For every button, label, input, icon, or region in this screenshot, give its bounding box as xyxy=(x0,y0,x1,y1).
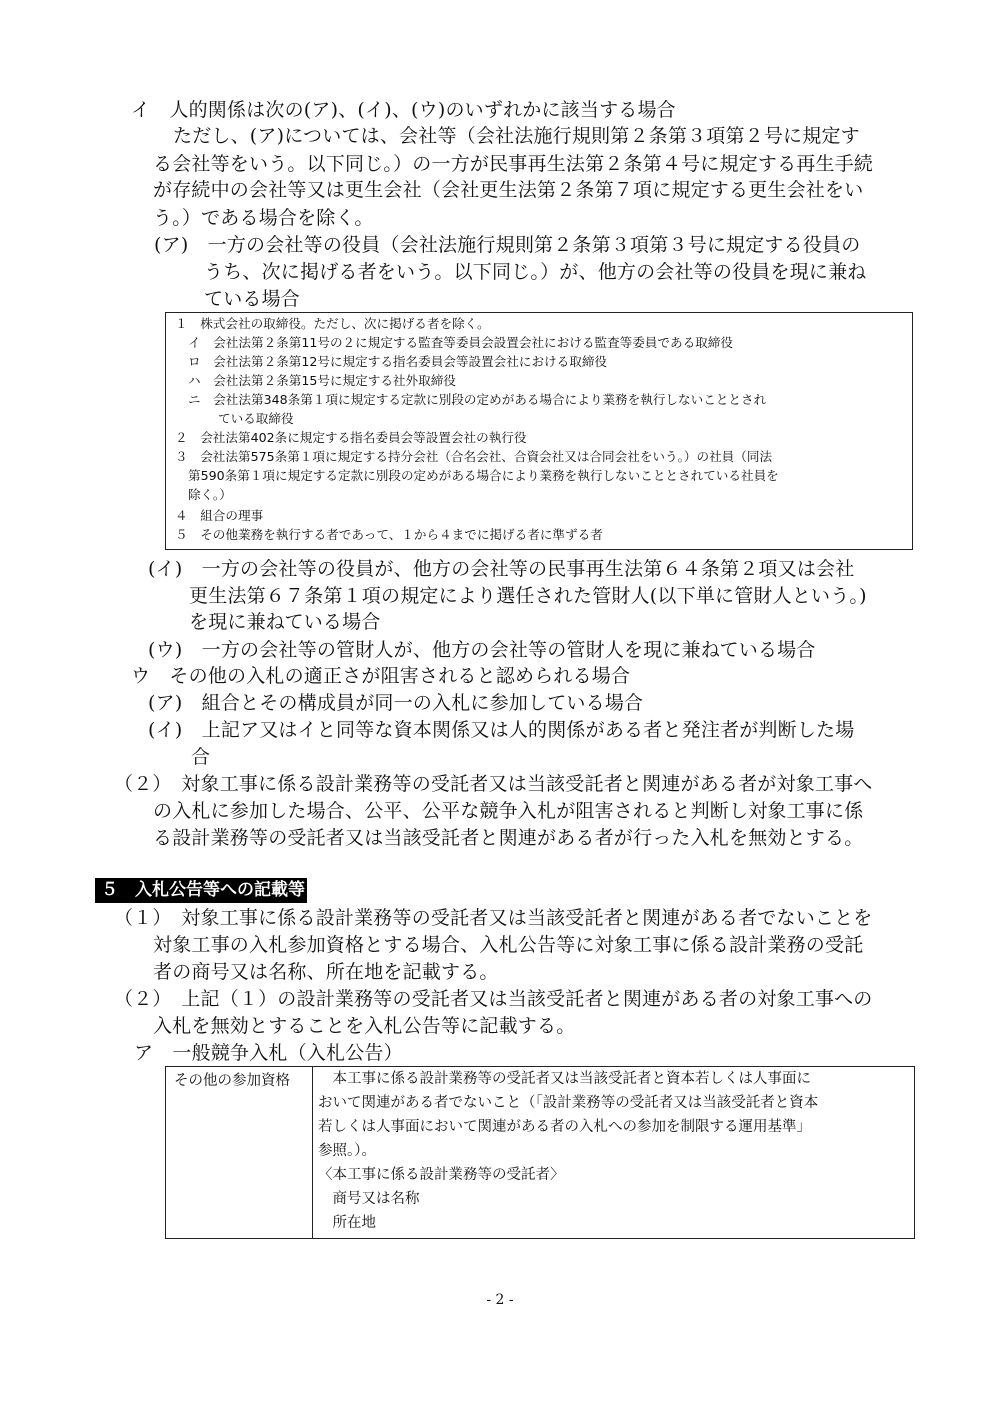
box-line: ている取締役 xyxy=(218,411,294,426)
paragraph-2-line-2: の入札に参加した場合、公平、公平な競争入札が阻害されると判断し対象工事に係 xyxy=(153,800,864,822)
table-content-line: 商号又は名称 xyxy=(318,1191,420,1207)
item-i-proviso-line-4: う。）である場合を除く。 xyxy=(153,207,374,229)
subitem-a-line-1: (ア) 一方の会社等の役員（会社法施行規則第２条第３項第３号に規定する役員の xyxy=(154,234,861,256)
table-content-cell xyxy=(313,1067,915,1239)
section-5-paragraph-1-line-2: 対象工事の入札参加資格とする場合、入札公告等に対象工事に係る設計業務の受託 xyxy=(153,934,864,956)
table-content-line: 所在地 xyxy=(318,1215,376,1231)
page-number: - 2 - xyxy=(486,1292,514,1308)
item-i-proviso-line-3: が存続中の会社等又は更生会社（会社更生法第２条第７項に規定する更生会社をい xyxy=(153,179,864,201)
table-label: その他の参加資格 xyxy=(174,1073,290,1089)
paragraph-2-line-1: （２） 対象工事に係る設計業務等の受託者又は当該受託者と関連がある者が対象工事へ xyxy=(114,773,873,795)
box-line: 除く。） xyxy=(188,487,232,502)
item-u-subitem-a: (ア) 組合とその構成員が同一の入札に参加している場合 xyxy=(148,692,644,714)
table-content-line: 〈本工事に係る設計業務等の受託者〉 xyxy=(318,1167,565,1183)
subitem-c-line-1: (ウ) 一方の会社等の管財人が、他方の会社等の管財人を現に兼ねている場合 xyxy=(148,639,816,661)
section-5-paragraph-2-line-2: 入札を無効とすることを入札公告等に記載する。 xyxy=(153,1015,576,1037)
paragraph-2-line-3: る設計業務等の受託者又は当該受託者と関連がある者が行った入札を無効とする。 xyxy=(153,827,864,849)
section-5-paragraph-1-line-3: 者の商号又は名称、所在地を記載する。 xyxy=(153,961,499,983)
box-line: 第590条第１項に規定する定款に別段の定めがある場合により業務を執行しないこととされている社員を xyxy=(188,468,779,483)
officer-definition-box xyxy=(165,312,913,550)
table-content-line: 若しくは人事面において関連がある者の入札への参加を制限する運用基準」 xyxy=(318,1119,811,1135)
subitem-a-line-2: うち、次に掲げる者をいう。以下同じ。）が、他方の会社等の役員を現に兼ね xyxy=(204,261,867,283)
box-line: ハ 会社法第２条第15号に規定する社外取締役 xyxy=(188,373,456,388)
item-u-subitem-b-line-1: (イ) 上記ア又はイと同等な資本関係又は人的関係がある者と発注者が判断した場 xyxy=(148,719,855,741)
section-5-paragraph-2-line-1: （２） 上記（１）の設計業務等の受託者又は当該受託者と関連がある者の対象工事への xyxy=(114,988,873,1010)
box-line: ５ その他業務を執行する者であって、１から４までに掲げる者に準ずる者 xyxy=(175,527,603,542)
table-label-cell xyxy=(166,1067,313,1239)
section-5-item-a-title: ア 一般競争入札（入札公告） xyxy=(134,1042,403,1064)
box-line: ロ 会社法第２条第12号に規定する指名委員会等設置会社における取締役 xyxy=(188,354,608,369)
item-i-proviso-line-1: ただし、(ア)については、会社等（会社法施行規則第２条第３項第２号に規定す xyxy=(173,125,860,147)
participation-qualification-table xyxy=(165,1066,915,1239)
box-line: ２ 会社法第402条に規定する指名委員会等設置会社の執行役 xyxy=(175,430,527,445)
item-u-title: ウ その他の入札の適正さが阻害されると認められる場合 xyxy=(131,665,631,687)
box-line: イ 会社法第２条第11号の２に規定する監査等委員会設置会社における監査等委員である取締役 xyxy=(188,335,733,350)
box-line: １ 株式会社の取締役。ただし、次に掲げる者を除く。 xyxy=(175,316,490,331)
table-content-line: おいて関連がある者でないこと（「設計業務等の受託者又は当該受託者と資本 xyxy=(318,1095,819,1111)
box-line: ４ 組合の理事 xyxy=(175,508,264,523)
item-i-title: イ 人的関係は次の(ア)、(イ)、(ウ)のいずれかに該当する場合 xyxy=(131,99,676,121)
subitem-a-line-3: ている場合 xyxy=(204,288,301,310)
item-u-subitem-b-line-2: 合 xyxy=(191,746,211,768)
subitem-b-line-3: を現に兼ねている場合 xyxy=(189,611,381,633)
table-row xyxy=(166,1067,915,1239)
box-line: ３ 会社法第575条第１項に規定する持分会社（合名会社、合資会社又は合同会社をいう。）の社員（同法 xyxy=(175,449,773,464)
subitem-b-line-1: (イ) 一方の会社等の役員が、他方の会社等の民事再生法第６４条第２項又は会社 xyxy=(148,558,855,580)
item-i-proviso-line-2: る会社等をいう。以下同じ。）の一方が民事再生法第２条第４号に規定する再生手続 xyxy=(153,153,874,175)
table-content-line: 本工事に係る設計業務等の受託者又は当該受託者と資本若しくは人事面に xyxy=(318,1071,811,1087)
table-content-line: 参照。）。 xyxy=(318,1143,376,1159)
subitem-b-line-2: 更生法第６７条第１項の規定により選任された管財人(以下単に管財人という。) xyxy=(189,585,867,607)
box-line: ニ 会社法第348条第１項に規定する定款に別段の定めがある場合により業務を執行しないこととされ xyxy=(188,392,767,407)
section-5-heading: ５ 入札公告等への記載等 xyxy=(95,878,307,903)
section-5-paragraph-1-line-1: （１） 対象工事に係る設計業務等の受託者又は当該受託者と関連がある者でないことを xyxy=(114,907,873,929)
